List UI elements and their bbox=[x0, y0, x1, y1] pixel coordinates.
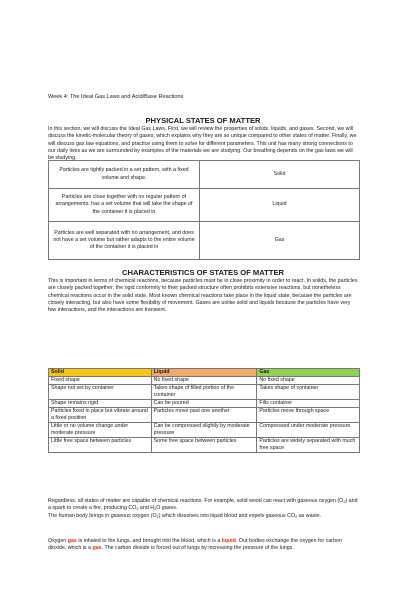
regardless-paragraph bbox=[48, 498, 358, 513]
state-description: Particles are well separated with no arrangement, and does not have a set volume but rather adapts to the entire volume of the container it is placed in bbox=[49, 222, 200, 260]
text-run: Regardless, all states of matter are capable of chemical reactions. For example, solid wood can react with gaseous oxygen (O bbox=[48, 498, 344, 504]
states-table bbox=[48, 160, 360, 260]
text-run: is inhaled to the lungs, and brought into the blood, which is a bbox=[76, 538, 222, 544]
week-title: Week 4: The Ideal Gas Laws and Acid/Base Reactions bbox=[48, 94, 184, 100]
table-row bbox=[49, 222, 360, 260]
table-cell: Particles move past one another bbox=[151, 408, 257, 423]
table-row bbox=[49, 400, 360, 408]
table-row bbox=[49, 189, 360, 222]
state-description: Particles are tightly packed in a set pattern, with a fixed volume and shape. bbox=[49, 161, 200, 189]
table-cell: Takes shape of filled portion of the container bbox=[151, 385, 257, 400]
table-cell: Little or no volume change under moderate pressure bbox=[49, 423, 152, 438]
oxygen-paragraph bbox=[48, 538, 358, 553]
text-run: . The carbon dioxide is forced out of lungs by increasing the pressure of the lungs. bbox=[101, 545, 294, 552]
table-row bbox=[49, 438, 360, 453]
highlight-liquid: liquid bbox=[221, 538, 236, 544]
table-cell: Particles move through space bbox=[257, 408, 360, 423]
table-row bbox=[49, 408, 360, 423]
column-header-solid: Solid bbox=[49, 369, 152, 377]
table-cell: Fills container bbox=[257, 400, 360, 408]
characteristics-table bbox=[48, 368, 360, 453]
text-run: as waste. bbox=[297, 513, 322, 519]
state-name: Gas bbox=[200, 222, 360, 260]
text-run: The human body brings in gaseous oxygen (O bbox=[48, 513, 157, 519]
table-cell: Can be poured bbox=[151, 400, 257, 408]
section-heading-characteristics: CHARACTERISTICS OF STATES OF MATTER bbox=[122, 268, 284, 277]
text-run: ) and a spark to create a fire, producing CO bbox=[48, 498, 358, 512]
text-run: and H bbox=[138, 505, 155, 512]
subscript: 2 bbox=[295, 515, 298, 519]
column-header-gas: Gas bbox=[257, 369, 360, 377]
table-cell: Particles are widely separated with much free space bbox=[257, 438, 360, 453]
table-cell: Some free space between particles bbox=[151, 438, 257, 453]
table-cell: Can be compressed slightly by moderate pressure bbox=[151, 423, 257, 438]
table-row bbox=[49, 377, 360, 385]
state-description: Particles are close together with no regular pattern of arrangements; has a set volume that will take the shape of the container it is placed in bbox=[49, 189, 200, 222]
intro-paragraph: In this section, we will discuss the Ideal Gas Laws. First, we will review the properties of solids, liquids, and gases. Second, we will discuss the kinetic-molecular theory of gases, which explains why they are so unique compared to other states of matter. Finally, we will discuss gas law equations, and practice using them to solve for different parameters. This unit has many strong connections to our daily lives as we are surrounded by examples of the materials we are studying. Our breathing depends on the gas laws we will be studying. bbox=[48, 126, 357, 162]
table-cell: No fixed shape bbox=[151, 377, 257, 385]
table-cell: Shape not set by container bbox=[49, 385, 152, 400]
state-name: Liquid bbox=[200, 189, 360, 222]
table-cell: Little free space between particles bbox=[49, 438, 152, 453]
table-row bbox=[49, 161, 360, 189]
text-run: ) which dissolves into liquid blood and expels gaseous CO bbox=[158, 513, 296, 519]
state-name: Solid bbox=[200, 161, 360, 189]
text-run: O gases. bbox=[156, 505, 178, 512]
highlight-gas: gas bbox=[67, 538, 77, 544]
subscript: 2 bbox=[343, 500, 346, 504]
section-heading-physical-states: PHYSICAL STATES OF MATTER bbox=[145, 116, 261, 125]
table-cell: Fixed shape bbox=[49, 377, 152, 385]
subscript: 2 bbox=[156, 515, 159, 519]
table-cell: Shape remains rigid bbox=[49, 400, 152, 408]
table-cell: Takes shape of container bbox=[257, 385, 360, 400]
column-header-liquid: Liquid bbox=[151, 369, 257, 377]
characteristics-paragraph: This is important in terms of chemical reactions, because particles must be in close proximity in order to react. In solids, the particles are closely packed together; the rigid conformity to their packed structure often prohibits extensive reactions, but nonetheless chemical reactions occur in the solid state. Most known chemical reactions take place in the liquid state, because the particles are closely interacting, but also have some flexibility of movement. Gases are unlike solid and liquids because the particles have very few interactions, and the interactions are transient. bbox=[48, 278, 358, 314]
table-row bbox=[49, 423, 360, 438]
table-header-row bbox=[49, 369, 360, 377]
table-cell: Compressed under moderate pressure bbox=[257, 423, 360, 438]
text-run: Oxygen bbox=[48, 538, 68, 544]
table-cell: Particles fixed in place but vibrate around a fixed position bbox=[49, 408, 152, 423]
subscript: 2 bbox=[136, 507, 139, 512]
highlight-gas: gas bbox=[92, 545, 102, 552]
subscript: 2 bbox=[154, 507, 157, 512]
table-row bbox=[49, 385, 360, 400]
text-run: . Our bodies exchange the oxygen for carbon dioxide, which is a bbox=[48, 538, 342, 552]
table-cell: No fixed shape bbox=[257, 377, 360, 385]
human-body-paragraph bbox=[48, 513, 358, 520]
